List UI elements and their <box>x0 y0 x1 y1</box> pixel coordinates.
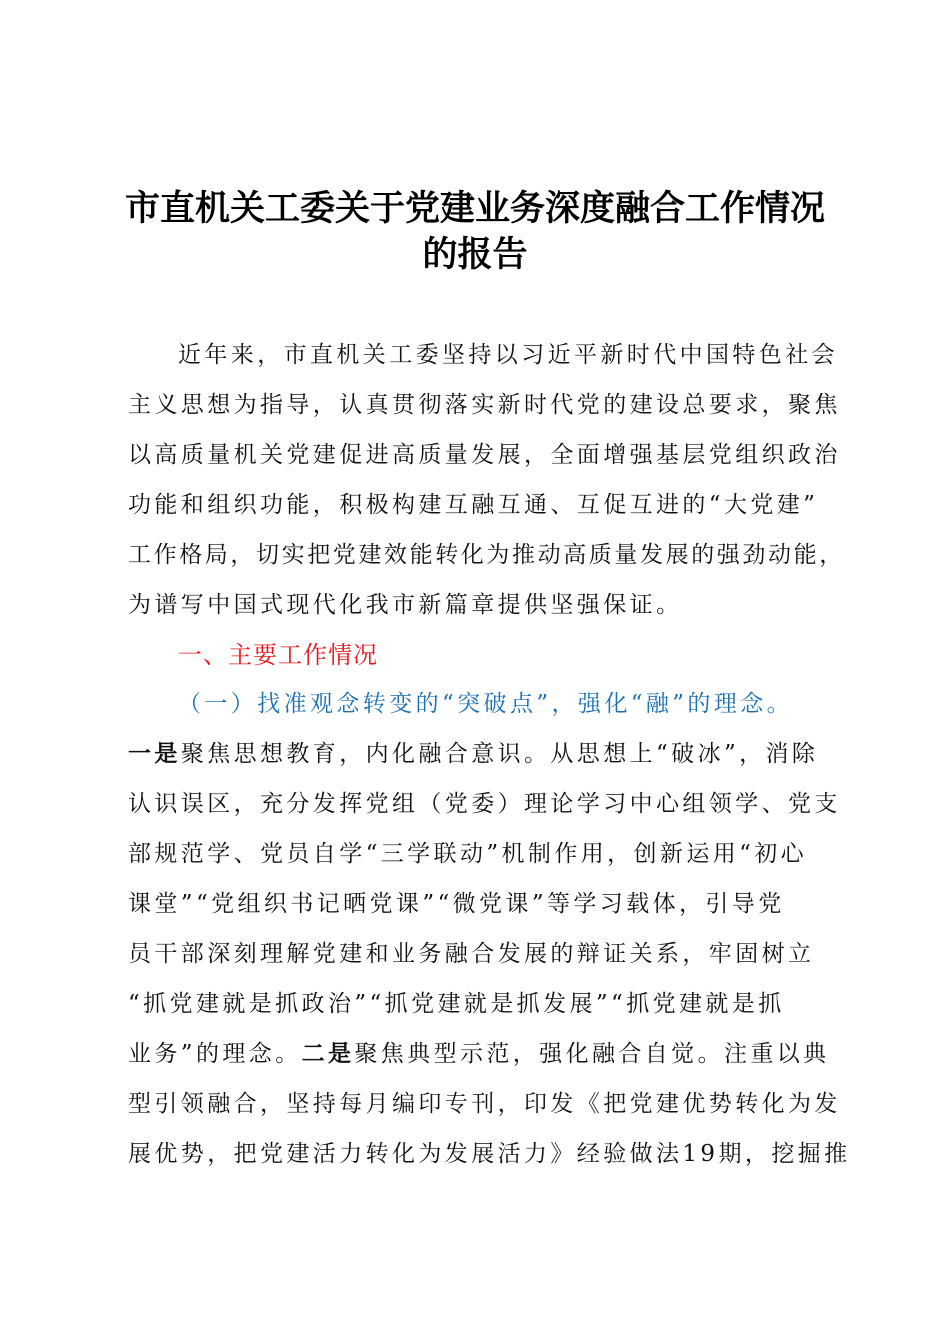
subsection-heading-1: （一）找准观念转变的“突破点”，强化“融”的理念。 <box>178 691 794 717</box>
body-line-3: 部规范学、党员自学“三学联动”机制作用，创新运用“初心 <box>128 841 808 867</box>
body-line-8: 型引领融合，坚持每月编印专刊，印发《把党建优势转化为发 <box>128 1091 841 1117</box>
body-line-5: 员干部深刻理解党建和业务融合发展的辩证关系，牢固树立 <box>128 941 815 967</box>
body-line-9: 展优势，把党建活力转化为发展活力》经验做法19期，挖掘推 <box>128 1141 851 1167</box>
intro-line-1: 近年来，市直机关工委坚持以习近平新时代中国特色社会 <box>178 342 838 368</box>
intro-line-3: 以高质量机关党建促进高质量发展，全面增强基层党组织政治 <box>128 442 841 468</box>
body-line-7-pre: 业务”的理念。 <box>128 1041 302 1067</box>
document-title-line-1: 市直机关工委关于党建业务深度融合工作情况 <box>124 189 825 229</box>
emphasis-second: 二是 <box>301 1041 355 1067</box>
emphasis-first: 一是 <box>128 741 181 767</box>
document-title-line-2: 的报告 <box>422 235 528 275</box>
intro-line-5: 工作格局，切实把党建效能转化为推动高质量发展的强劲动能， <box>128 542 845 568</box>
body-line-1 <box>128 739 828 769</box>
intro-line-2: 主义思想为指导，认真贯彻落实新时代党的建设总要求，聚焦 <box>128 392 841 418</box>
body-line-1-text: 聚焦思想教育，内化融合意识。从思想上“破冰”，消除 <box>180 741 819 767</box>
section-heading-main-work: 一、主要工作情况 <box>178 641 378 669</box>
body-line-4: 课堂”“党组织书记晒党课”“微党课”等学习载体，引导党 <box>128 891 785 917</box>
body-line-6: “抓党建就是抓政治”“抓党建就是抓发展”“抓党建就是抓 <box>128 991 785 1017</box>
body-line-7 <box>128 1039 828 1069</box>
body-line-2: 认识误区，充分发挥党组（党委）理论学习中心组领学、党支 <box>128 791 841 817</box>
intro-line-4: 功能和组织功能，积极构建互融互通、互促互进的“大党建” <box>128 492 819 518</box>
intro-line-6: 为谱写中国式现代化我市新篇章提供坚强保证。 <box>128 592 683 618</box>
body-line-7-rest: 聚焦典型示范，强化融合自觉。注重以典 <box>354 1041 830 1067</box>
